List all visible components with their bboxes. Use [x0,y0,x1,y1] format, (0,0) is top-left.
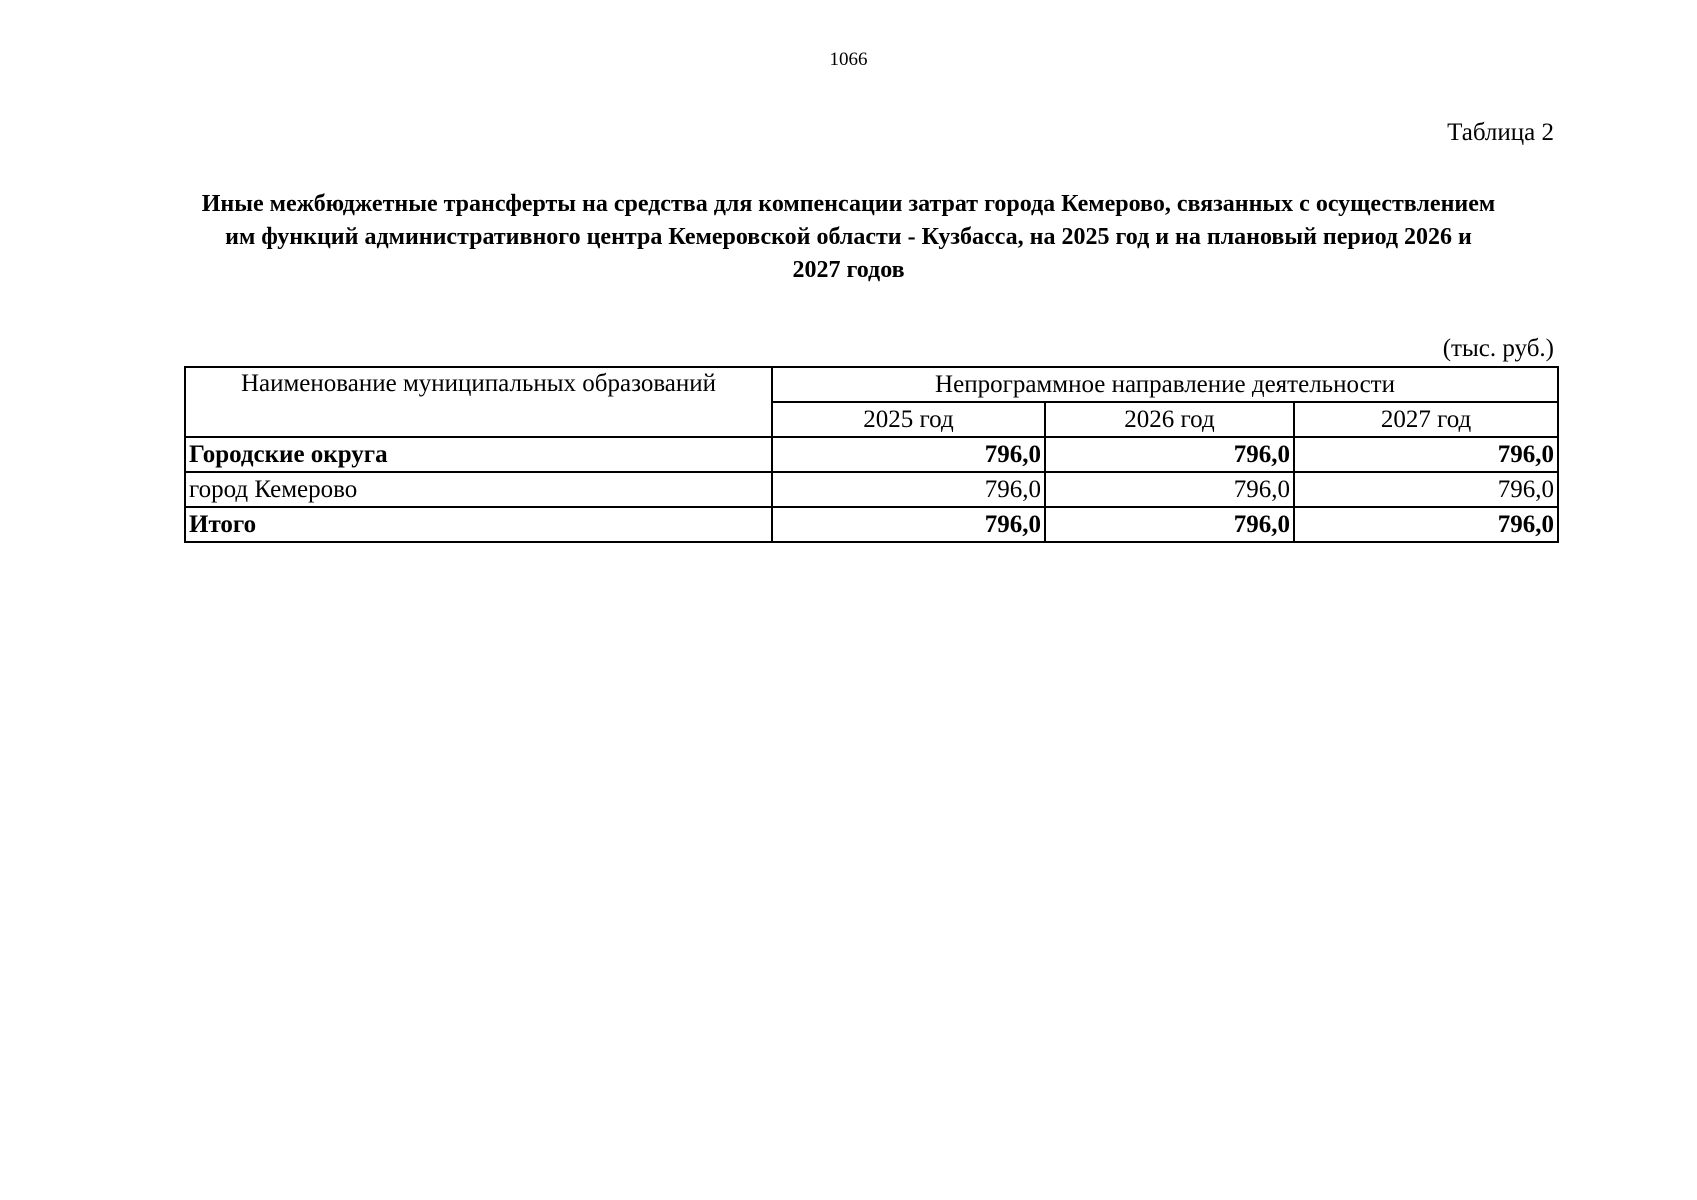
row-value: 796,0 [772,507,1045,542]
row-value: 796,0 [1294,507,1558,542]
document-title: Иные межбюджетные трансферты на средства для компенсации затрат города Кемерово, связанных с осуществлением им функций административного центра Кемеровской области - Кузбасса, на 2025 год и на плановый период 2026 и 2027 годов [201,191,1496,283]
table-row [185,507,1558,542]
row-name: Городские округа [185,437,772,472]
table-header-row [185,367,1558,402]
table-row [185,437,1558,472]
page-number: 1066 [829,49,868,70]
row-value: 796,0 [1045,472,1294,507]
header-year: 2027 год [1294,402,1558,437]
table-row [185,472,1558,507]
row-value: 796,0 [1045,507,1294,542]
transfers-table [184,366,1559,543]
header-municipality-name: Наименование муниципальных образований [185,367,772,437]
row-value: 796,0 [772,437,1045,472]
table-label: Таблица 2 [1447,119,1554,146]
row-value: 796,0 [1045,437,1294,472]
row-name: Итого [185,507,772,542]
units-label: (тыс. руб.) [1442,335,1554,362]
row-name: город Кемерово [185,472,772,507]
row-value: 796,0 [1294,472,1558,507]
row-value: 796,0 [772,472,1045,507]
header-year: 2025 год [772,402,1045,437]
header-group: Непрограммное направление деятельности [772,367,1558,402]
header-year: 2026 год [1045,402,1294,437]
row-value: 796,0 [1294,437,1558,472]
